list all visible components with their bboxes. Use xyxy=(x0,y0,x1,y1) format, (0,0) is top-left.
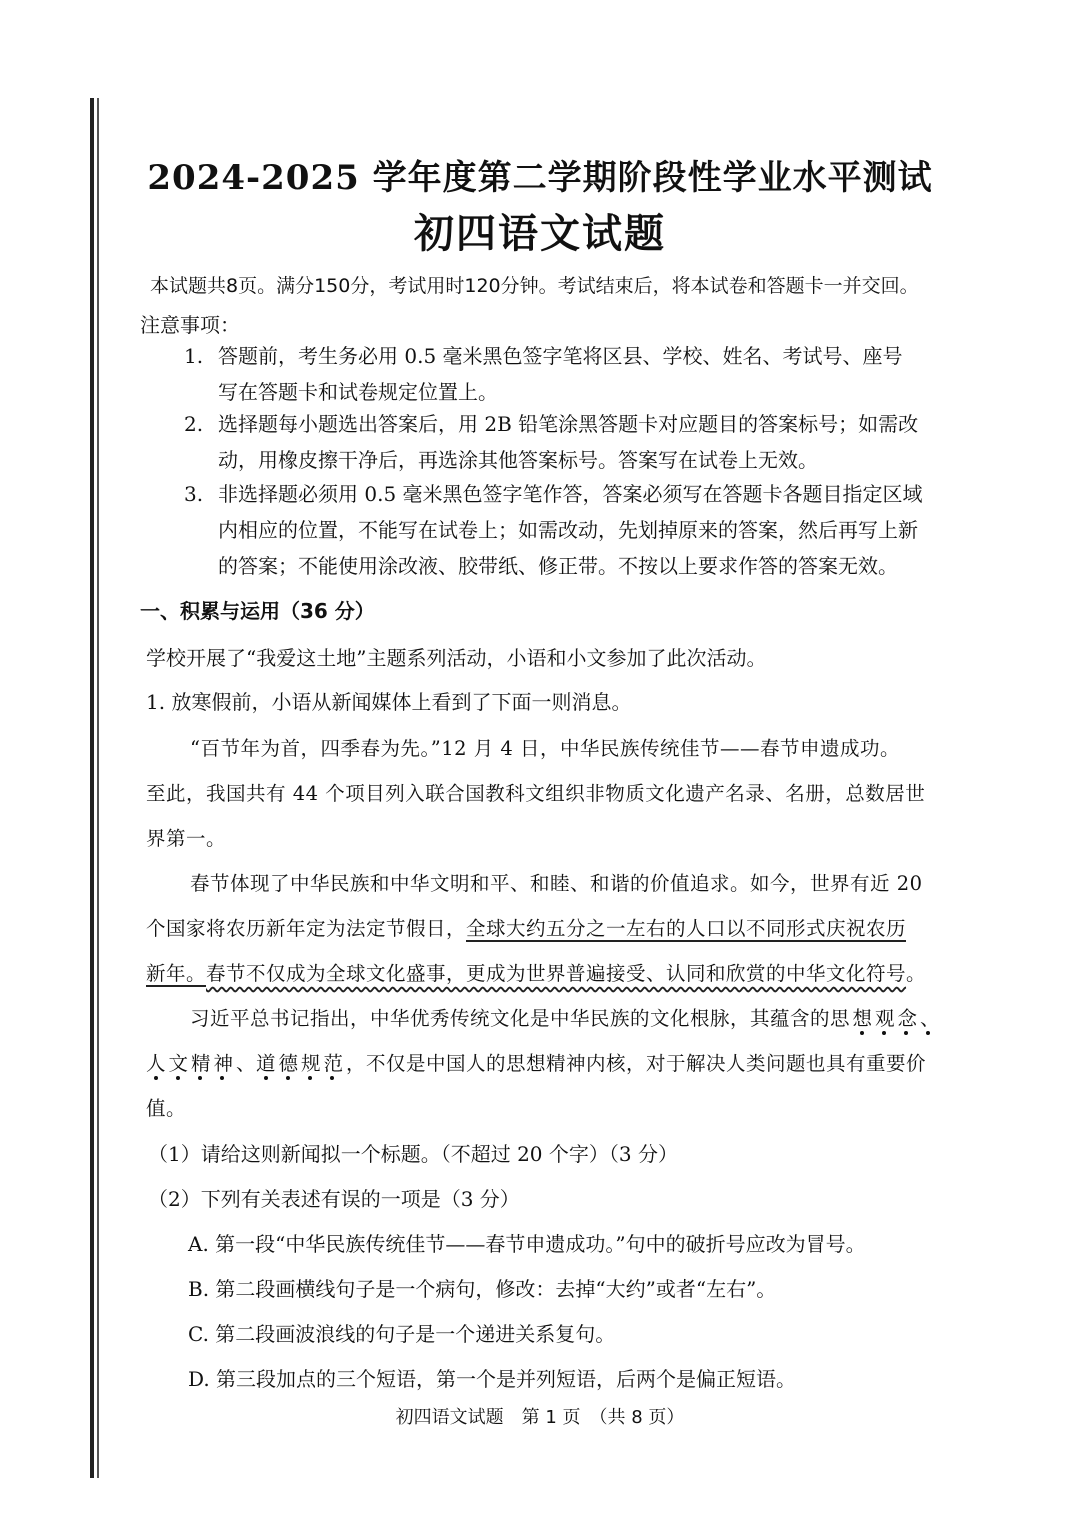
underlined-sentence-end: 新年。 xyxy=(146,962,207,985)
sub-question-2: （2）下列有关表述有误的一项是（3 分） xyxy=(148,1187,520,1211)
page-footer: 初四语文试题 第 1 页 （共 8 页） xyxy=(395,1407,685,1428)
news-text: 习近平总书记指出，中华优秀传统文化是中华民族的文化根脉，其蕴含的 xyxy=(190,1007,831,1030)
news-p3-line3: 值。 xyxy=(146,1097,187,1120)
emphasis-dot xyxy=(154,1076,158,1080)
news-p1-line1: “百节年为首，四季春为先。”12 月 4 日，中华民族传统佳节——春节申遗成功。 xyxy=(190,737,901,760)
section-lead: 学校开展了“我爱这土地”主题系列活动，小语和小文参加了此次活动。 xyxy=(146,646,767,670)
option-c: C. 第二段画波浪线的句子是一个递进关系复句。 xyxy=(188,1322,616,1346)
emphasis-dot xyxy=(882,1031,886,1035)
exam-intro: 本试题共8页。满分150分，考试用时120分钟。考试结束后，将本试卷和答题卡一并交回。 xyxy=(150,275,919,297)
notice-item-3 xyxy=(184,476,974,584)
option-d: D. 第三段加点的三个短语，第一个是并列短语，后两个是偏正短语。 xyxy=(188,1367,797,1391)
news-p1-line2: 至此，我国共有 44 个项目列入联合国教科文组织非物质文化遗产名录、名册，总数居世 xyxy=(146,782,926,805)
news-p2-line2 xyxy=(146,913,906,941)
news-p1-line3: 界第一。 xyxy=(146,827,227,850)
notice-item-number: 1. xyxy=(184,344,204,368)
emphasis-dot xyxy=(904,1031,908,1035)
notice-item-text: 写在答题卡和试卷规定位置上。 xyxy=(218,380,498,404)
emphasis-dot xyxy=(286,1076,290,1080)
notice-item-number: 3. xyxy=(184,482,204,506)
news-p2-line1: 春节体现了中华民族和中华文明和平、和睦、和谐的价值追求。如今，世界有近 20 xyxy=(190,872,923,895)
notice-item-text: 选择题每小题选出答案后，用 2B 铅笔涂黑答题卡对应题目的答案标号；如需改 xyxy=(218,412,919,436)
news-p3-line1 xyxy=(190,1003,940,1031)
notice-item-text: 动，用橡皮擦干净后，再选涂其他答案标号。答案写在试卷上无效。 xyxy=(218,448,818,472)
emphasis-dot xyxy=(176,1076,180,1080)
option-b: B. 第二段画横线句子是一个病句，修改：去掉“大约”或者“左右”。 xyxy=(188,1277,777,1301)
sub-question-1: （1）请给这则新闻拟一个标题。（不超过 20 个字）（3 分） xyxy=(148,1142,678,1166)
exam-subject-title: 初四语文试题 xyxy=(414,211,666,257)
emphasis-dot xyxy=(198,1076,202,1080)
emphasis-dot xyxy=(860,1031,864,1035)
notice-heading: 注意事项： xyxy=(140,313,240,337)
news-p2-line3 xyxy=(146,958,926,986)
news-text: ，不仅是中国人的思想精神内核，对于解决人类问题也具有重要价 xyxy=(346,1052,927,1075)
notice-item-1 xyxy=(184,338,974,410)
option-a: A. 第一段“中华民族传统佳节——春节申遗成功。”句中的破折号应改为冒号。 xyxy=(188,1232,866,1256)
notice-item-text: 内相应的位置，不能写在试卷上；如需改动，先划掉原来的答案，然后再写上新 xyxy=(218,518,918,542)
dotted-phrase-1: 思想观念 xyxy=(830,1007,921,1030)
dotted-phrase-2: 人文精神 xyxy=(146,1052,237,1075)
notice-item-text: 答题前，考生务必用 0.5 毫米黑色签字笔将区县、学校、姓名、考试号、座号 xyxy=(218,344,903,368)
news-text: 。 xyxy=(906,962,927,985)
underlined-sentence: 全球大约五分之一左右的人口以不同形式庆祝农历 xyxy=(466,917,907,940)
news-text: 个国家将农历新年定为法定节假日， xyxy=(146,917,467,940)
wavy-sentence: 春节不仅成为全球文化盛事，更成为世界普遍接受、认同和欣赏的中华文化符号 xyxy=(206,962,907,985)
news-text: 、 xyxy=(920,1007,941,1030)
emphasis-dot xyxy=(330,1076,334,1080)
news-p3-line2 xyxy=(146,1048,926,1076)
dotted-phrase-3: 道德规范 xyxy=(256,1052,347,1075)
binding-line xyxy=(90,98,94,1478)
notice-item-number: 2. xyxy=(184,412,204,436)
notice-item-text: 的答案；不能使用涂改液、胶带纸、修正带。不按以上要求作答的答案无效。 xyxy=(218,554,898,578)
question-1: 1. 放寒假前，小语从新闻媒体上看到了下面一则消息。 xyxy=(146,690,632,714)
binding-line-inner xyxy=(97,98,99,1478)
notice-item-2 xyxy=(184,406,974,478)
emphasis-dot xyxy=(220,1076,224,1080)
emphasis-dot xyxy=(926,1031,930,1035)
emphasis-dot xyxy=(308,1076,312,1080)
exam-title: 2024-2025 学年度第二学期阶段性学业水平测试 xyxy=(147,158,933,198)
notice-item-text: 非选择题必须用 0.5 毫米黑色签字笔作答，答案必须写在答题卡各题目指定区域 xyxy=(218,482,923,506)
section-heading: 一、积累与运用（36 分） xyxy=(140,599,375,623)
news-text: 、 xyxy=(236,1052,257,1075)
emphasis-dot xyxy=(264,1076,268,1080)
